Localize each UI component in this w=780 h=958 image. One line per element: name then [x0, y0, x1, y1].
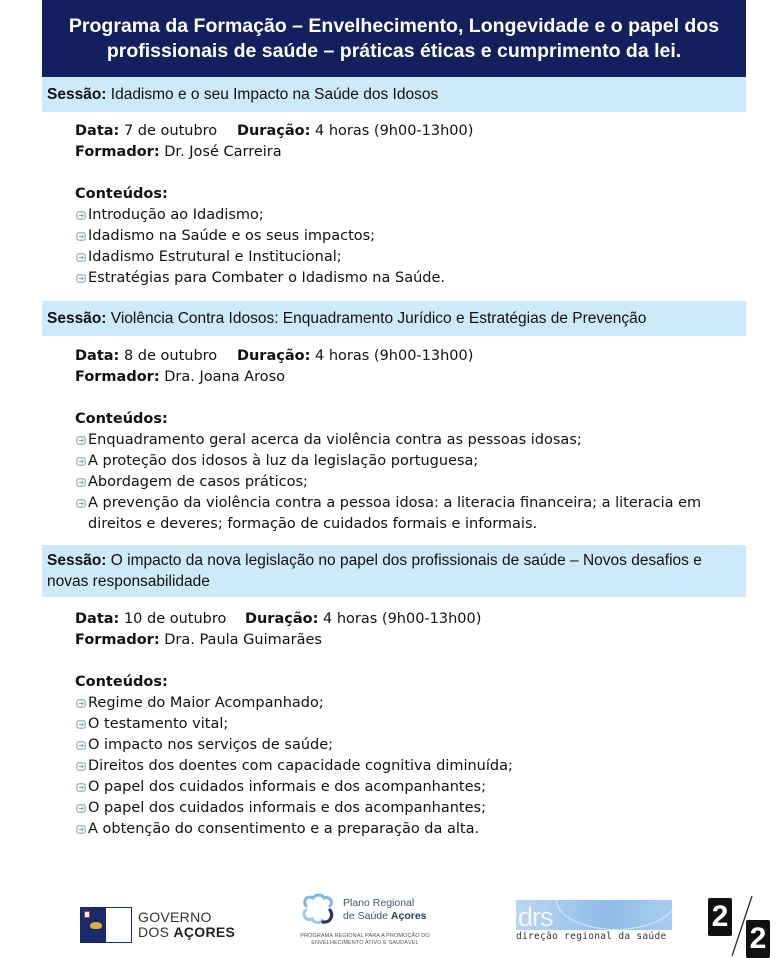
- session-2-meta: [75, 346, 745, 367]
- page-indicator: [706, 894, 774, 958]
- session-label: Sessão:: [47, 310, 107, 327]
- bullet-icon: [75, 435, 88, 446]
- contents-heading: Conteúdos:: [75, 411, 168, 427]
- drs-letters: drs: [518, 902, 553, 930]
- duration-label: Duração:: [244, 611, 319, 627]
- bullet-icon: [75, 719, 88, 730]
- list-item: A obtenção do consentimento e a preparação da alta.: [75, 819, 745, 840]
- list-item: A proteção dos idosos à luz da legislação portuguesa;: [75, 451, 745, 472]
- session-2-bar: [42, 301, 746, 336]
- contents-heading: Conteúdos:: [75, 186, 168, 202]
- footer-logos: [0, 880, 780, 958]
- bullet-icon: [75, 803, 88, 814]
- gov-logo-line2: AÇORES: [173, 924, 236, 940]
- plano-logo-line2: Açores: [390, 910, 427, 922]
- session-3-bar: [42, 545, 746, 597]
- drs-logo: [516, 900, 672, 942]
- session-1-title: Idadismo e o seu Impacto na Saúde dos Idosos: [110, 86, 439, 103]
- bullet-icon: [75, 252, 88, 263]
- bullet-icon: [75, 824, 88, 835]
- date-label: Data:: [75, 348, 120, 364]
- duration-label: Duração:: [236, 123, 311, 139]
- date-label: Data:: [75, 611, 120, 627]
- drs-logo-text: direção regional da saúde: [516, 931, 667, 942]
- list-item: Introdução ao Idadismo;: [75, 205, 745, 226]
- list-item: A prevenção da violência contra a pessoa idosa: a literacia financeira; a literacia em direitos e deveres; formação de cuidados formais e informais.: [75, 493, 745, 535]
- session-1-bar: [42, 77, 746, 112]
- bullet-icon: [75, 698, 88, 709]
- list-item: O papel dos cuidados informais e dos acompanhantes;: [75, 777, 745, 798]
- list-item: Abordagem de casos práticos;: [75, 472, 745, 493]
- list-item: Idadismo Estrutural e Institucional;: [75, 247, 745, 268]
- session-1-meta: [75, 121, 745, 142]
- azores-flag-icon: [80, 907, 132, 943]
- session-1-duration: 4 horas (9h00-13h00): [315, 123, 474, 139]
- program-title: Programa da Formação – Envelhecimento, Longevidade e o papel dos profissionais de saúde – práticas éticas e cumprimento da lei.: [68, 14, 720, 62]
- session-2-title: Violência Contra Idosos: Enquadramento Jurídico e Estratégias de Prevenção: [110, 310, 647, 327]
- duration-label: Duração:: [236, 348, 311, 364]
- bullet-icon: [75, 740, 88, 751]
- session-1-trainer-row: [75, 142, 745, 163]
- trainer-label: Formador:: [75, 632, 160, 648]
- session-3-trainer: Dra. Paula Guimarães: [164, 632, 322, 648]
- page-current: 2: [708, 898, 732, 936]
- program-title-banner: [42, 0, 746, 77]
- plano-logo-mark-icon: [298, 892, 338, 928]
- session-label: Sessão:: [47, 86, 107, 103]
- bullet-icon: [75, 231, 88, 242]
- list-item: Idadismo na Saúde e os seus impactos;: [75, 226, 745, 247]
- session-3-meta: [75, 609, 745, 630]
- plano-subtitle-line1: PROGRAMA REGIONAL PARA A PROMOÇÃO DO: [300, 933, 430, 939]
- session-2-duration: 4 horas (9h00-13h00): [315, 348, 474, 364]
- list-item: O papel dos cuidados informais e dos acompanhantes;: [75, 798, 745, 819]
- list-item: Regime do Maior Acompanhado;: [75, 693, 745, 714]
- governo-acores-logo: GOVERNO DOS AÇORES: [80, 907, 235, 943]
- session-label: Sessão:: [47, 552, 107, 569]
- plano-logo-line1: Plano Regional: [343, 897, 415, 909]
- list-item: Direitos dos doentes com capacidade cognitiva diminuída;: [75, 756, 745, 777]
- session-2-details: [75, 346, 745, 535]
- session-1-trainer: Dr. José Carreira: [164, 144, 282, 160]
- session-2-date: 8 de outubro: [123, 348, 218, 364]
- contents-heading: Conteúdos:: [75, 674, 168, 690]
- session-1-date: 7 de outubro: [123, 123, 218, 139]
- plano-regional-saude-logo: Plano Regional de Saúde Açores PROGRAMA REGIONAL PARA A PROMOÇÃO DO ENVELHECIMENTO ATIVO E SAUDÁVEL: [290, 892, 440, 947]
- drs-banner: [516, 900, 672, 930]
- list-item: Estratégias para Combater o Idadismo na Saúde.: [75, 268, 745, 289]
- session-3-date: 10 de outubro: [123, 611, 227, 627]
- session-1-details: [75, 121, 745, 289]
- session-2-trainer: Dra. Joana Aroso: [164, 369, 286, 385]
- gov-logo-line1: GOVERNO: [138, 909, 212, 925]
- session-3-details: [75, 609, 745, 840]
- bullet-icon: [75, 782, 88, 793]
- bullet-icon: [75, 456, 88, 467]
- session-3-trainer-row: [75, 630, 745, 651]
- date-label: Data:: [75, 123, 120, 139]
- trainer-label: Formador:: [75, 369, 160, 385]
- plano-subtitle-line2: ENVELHECIMENTO ATIVO E SAUDÁVEL: [311, 940, 419, 946]
- list-item: O testamento vital;: [75, 714, 745, 735]
- bullet-icon: [75, 498, 88, 509]
- page-total: 2: [746, 920, 770, 958]
- bullet-icon: [75, 761, 88, 772]
- bullet-icon: [75, 210, 88, 221]
- bullet-icon: [75, 477, 88, 488]
- session-2-trainer-row: [75, 367, 745, 388]
- trainer-label: Formador:: [75, 144, 160, 160]
- session-3-title: O impacto da nova legislação no papel dos profissionais de saúde – Novos desafios e novas responsabilidade: [47, 552, 702, 590]
- list-item: Enquadramento geral acerca da violência contra as pessoas idosas;: [75, 430, 745, 451]
- list-item: O impacto nos serviços de saúde;: [75, 735, 745, 756]
- session-3-duration: 4 horas (9h00-13h00): [323, 611, 482, 627]
- bullet-icon: [75, 273, 88, 284]
